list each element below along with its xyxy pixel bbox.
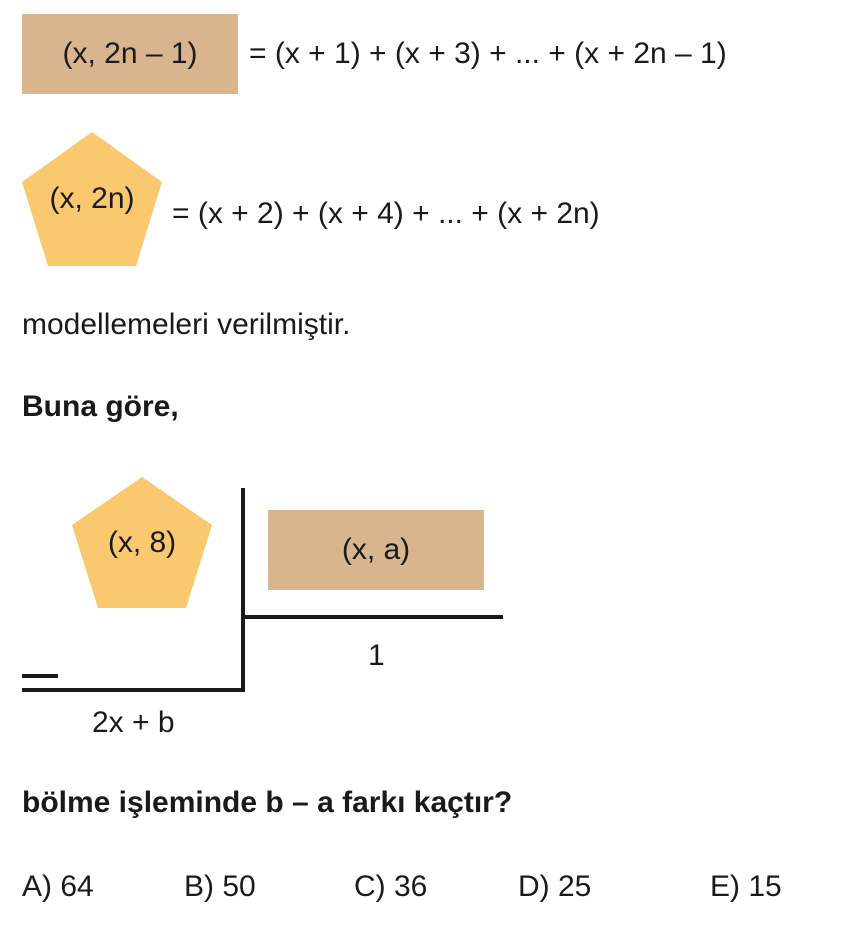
dividend-base-line: [22, 688, 245, 692]
even-pentagon-shape: [22, 132, 162, 266]
dividend-label: (x, 8): [107, 525, 177, 559]
odd-equation: = (x + 1) + (x + 3) + ... + (x + 2n – 1): [249, 37, 727, 70]
dividend-pentagon: [72, 477, 212, 608]
divisor-rectangle: [268, 510, 484, 590]
odd-shape-label: (x, 2n – 1): [62, 37, 198, 70]
subtraction-minus-sign: [22, 674, 58, 678]
even-equation: = (x + 2) + (x + 4) + ... + (x + 2n): [172, 197, 600, 230]
divisor-underline: [241, 615, 503, 619]
accordingly-text: Buna göre,: [22, 390, 179, 423]
choice-a[interactable]: A) 64: [22, 870, 94, 903]
odd-rectangle-shape: [22, 14, 238, 94]
choice-d[interactable]: D) 25: [518, 870, 592, 903]
even-shape-label: (x, 2n): [49, 182, 135, 215]
question-text: bölme işleminde b – a farkı kaçtır?: [22, 786, 513, 819]
given-text: modellemeleri verilmiştir.: [22, 308, 351, 341]
division-vertical-line: [241, 488, 245, 692]
choice-c[interactable]: C) 36: [354, 870, 428, 903]
choice-b[interactable]: B) 50: [184, 870, 256, 903]
choice-e[interactable]: E) 15: [710, 870, 782, 903]
divisor-label: (x, a): [341, 533, 411, 566]
quotient-value: 1: [368, 639, 385, 672]
remainder-value: 2x + b: [92, 706, 175, 739]
